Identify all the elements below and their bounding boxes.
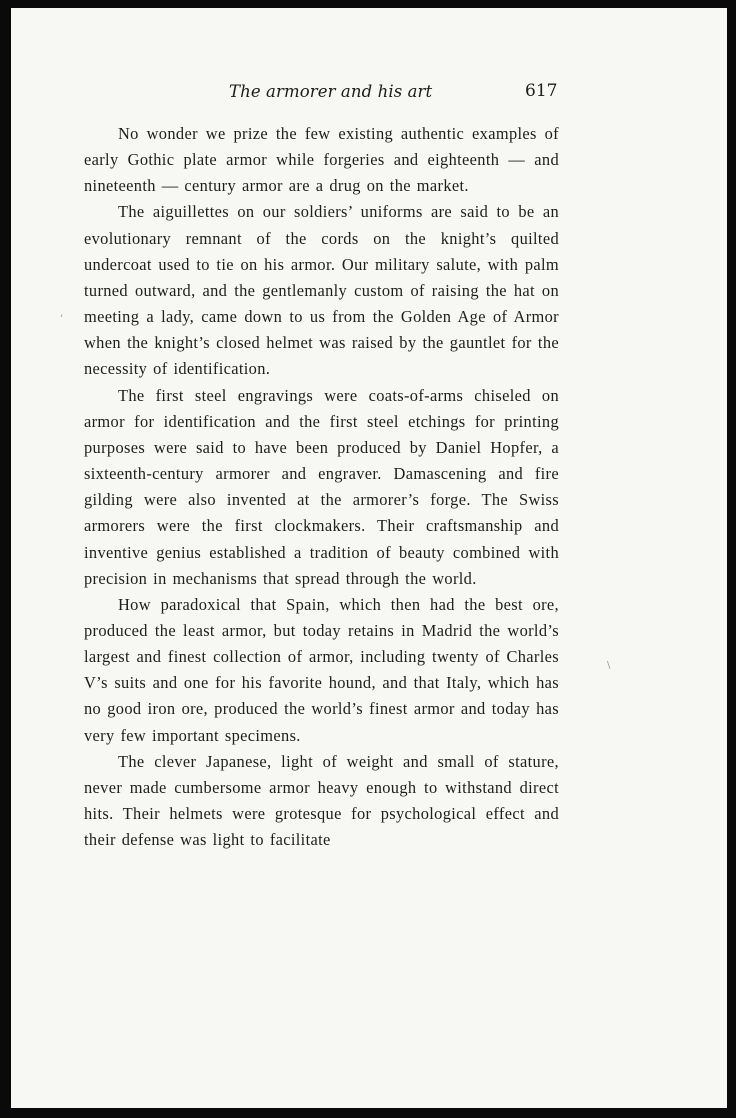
book-page: [11, 8, 727, 1108]
page-number: 617: [525, 81, 558, 101]
paragraph-4: How paradoxical that Spain, which then had the best ore, produced the least armor, but today retains in Madrid the world’s largest and finest collection of armor, including twenty of Charles V’s suits and one for his favorite hound, and that Italy, which has no good iron ore, produced the world’s finest armor and today has very few important specimens.: [84, 594, 559, 745]
paragraph-1: No wonder we prize the few existing authentic examples of early Gothic plate armor while forgeries and eighteenth — and nineteenth — century armor are a drug on the market.: [84, 124, 559, 196]
page-header: [11, 82, 727, 110]
paragraph-3: The first steel engravings were coats-of-arms chiseled on armor for identification and the first steel etchings for printing purposes were said to have been produced by Daniel Hopfer, a sixteenth-century armorer and engraver. Damascening and fire gilding were also invented at the armorer’s forge. The Swiss armorers were the first clockmakers. Their craftsmanship and inventive genius established a tradition of beauty combined with precision in mechanisms that spread through the world.: [84, 385, 559, 588]
margin-speck: \: [607, 660, 611, 671]
body-text: [84, 121, 559, 853]
paragraph-5: The clever Japanese, light of weight and small of stature, never made cumbersome armor heavy enough to withstand direct hits. Their helmets were grotesque for psychological effect and their defense was light to facilitate: [84, 751, 559, 850]
paragraph-2: The aiguillettes on our soldiers’ uniforms are said to be an evolutionary remnant of the cords on the knight’s quilted undercoat used to tie on his armor. Our military salute, with palm turned outward, and the gentlemanly custom of raising the hat on meeting a lady, came down to us from the Golden Age of Armor when the knight’s closed helmet was raised by the gauntlet for the necessity of identification.: [84, 202, 559, 379]
running-title: The armorer and his art: [229, 82, 433, 101]
margin-speck: ,: [60, 308, 64, 319]
